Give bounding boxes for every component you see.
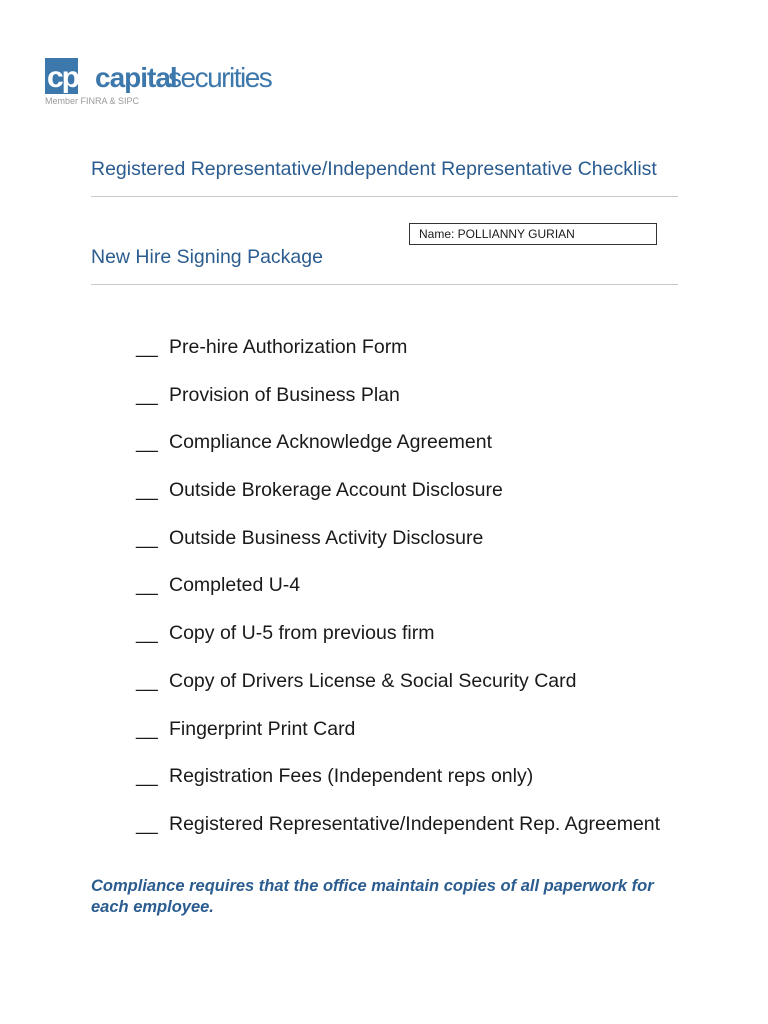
checklist-item [136,715,660,763]
checklist-item [136,381,660,429]
compliance-note: Compliance requires that the office maintain copies of all paperwork for each employee. [91,877,654,916]
check-blank: __ [136,479,158,502]
check-blank: __ [136,765,158,788]
checklist-item-label: Fingerprint Print Card [169,717,356,740]
checklist-item-label: Outside Brokerage Account Disclosure [169,479,503,502]
checklist-item [136,476,660,524]
check-blank: __ [136,431,158,454]
logo-mark-text: cp [47,61,79,94]
checklist-item-label: Copy of U-5 from previous firm [169,622,435,645]
checklist-item [136,810,660,858]
checklist-item-label: Compliance Acknowledge Agreement [169,431,493,454]
checklist-item-label: Registered Representative/Independent Rep. Agreement [169,812,661,835]
company-logo [45,58,285,108]
section-divider [91,284,678,285]
checklist-item [136,524,660,572]
checklist-item [136,333,660,381]
check-blank: __ [136,336,158,358]
document-title: Registered Representative/Independent Representative Checklist [91,158,657,180]
check-blank: __ [136,526,158,549]
logo-word-capital: capital [95,62,177,93]
checklist-item-label: Outside Business Activity Disclosure [169,526,484,549]
name-field: Name: POLLIANNY GURIAN [409,223,657,245]
check-blank: __ [136,622,158,645]
checklist-item-label: Pre-hire Authorization Form [169,336,408,358]
check-blank: __ [136,717,158,740]
checklist-item-label: Copy of Drivers License & Social Security Card [169,669,577,692]
check-blank: __ [136,574,158,597]
section-title: New Hire Signing Package [91,246,323,268]
checklist-item-label: Provision of Business Plan [169,383,400,406]
checklist-item [136,619,660,667]
checklist-item [136,762,660,810]
checklist-item-label: Registration Fees (Independent reps only) [169,765,534,788]
checklist-item [136,667,660,715]
title-divider [91,196,678,197]
checklist-item [136,428,660,476]
check-blank: __ [136,812,158,835]
checklist-item-label: Completed U-4 [169,574,301,597]
logo-tagline: Member FINRA & SIPC [45,96,140,106]
checklist [136,333,660,858]
logo-word-securities: securities [168,62,272,93]
check-blank: __ [136,669,158,692]
checklist-item [136,571,660,619]
logo-mark [45,58,78,94]
check-blank: __ [136,383,158,406]
